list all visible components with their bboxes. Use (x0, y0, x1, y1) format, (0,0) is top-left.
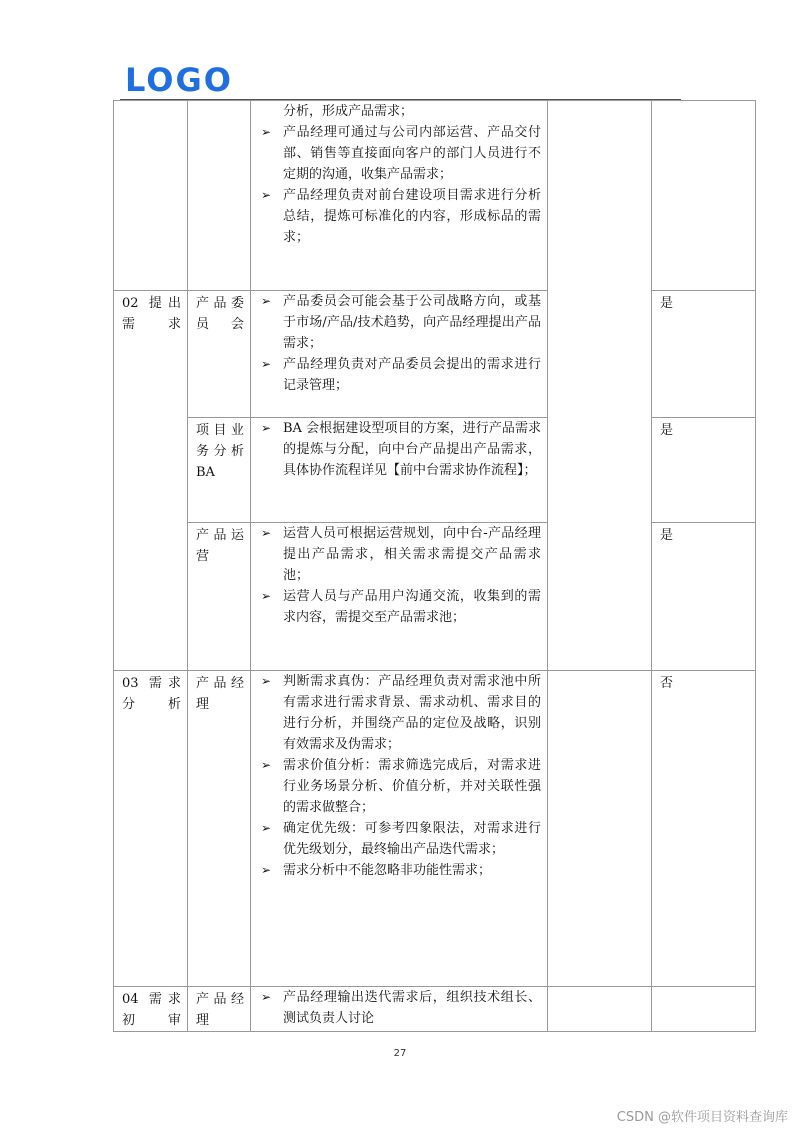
description-cell (251, 987, 548, 1032)
output-cell (548, 101, 652, 671)
flag-value: 是 (660, 528, 674, 543)
table-row (114, 671, 756, 987)
role-cell (188, 101, 251, 291)
process-table (113, 100, 756, 1032)
description-cell (251, 101, 548, 291)
arrow-bullet-icon: ➢ (261, 294, 272, 308)
step-label: 03 需求分析 (122, 676, 181, 712)
table-row (114, 987, 756, 1032)
flag-cell (652, 523, 756, 671)
role-cell (188, 418, 251, 523)
list-item: ➢ 确定优先级：可参考四象限法，对需求进行优先级划分，最终输出产品迭代需求； (251, 818, 541, 860)
flag-value: 是 (660, 423, 674, 438)
list-item: ➢ 产品委员会可能会基于公司战略方向，或基于市场/产品/技术趋势，向产品经理提出产品需求； (251, 291, 541, 354)
step-cell (114, 101, 188, 291)
table-row (114, 291, 756, 418)
arrow-bullet-icon: ➢ (261, 863, 272, 877)
role-label: 产品经理 (196, 676, 244, 712)
flag-cell (652, 671, 756, 987)
list-item: ➢ BA 会根据建设型项目的方案，进行产品需求的提炼与分配，向中台产品提出产品需求，具体协作流程详见【前中台需求协作流程】； (251, 418, 541, 481)
table-row (114, 418, 756, 523)
table-row (114, 523, 756, 671)
flag-value: 是 (660, 296, 674, 311)
role-label: 项目业务分析BA (196, 423, 244, 480)
list-item: ➢ 运营人员与产品用户沟通交流，收集到的需求内容，需提交至产品需求池； (251, 586, 541, 628)
arrow-bullet-icon: ➢ (261, 990, 272, 1004)
role-cell (188, 671, 251, 987)
role-cell (188, 987, 251, 1032)
page-number: 27 (393, 1048, 407, 1059)
role-label: 产品经理 (196, 992, 244, 1028)
watermark: CSDN @软件项目资料查询库 (616, 1110, 788, 1125)
list-item: ➢ 产品经理负责对产品委员会提出的需求进行记录管理； (251, 354, 541, 396)
flag-cell (652, 101, 756, 291)
step-label: 04 需求初审 (122, 992, 181, 1028)
step-cell (114, 291, 188, 671)
arrow-bullet-icon: ➢ (261, 421, 272, 435)
list-item: ➢ 运营人员可根据运营规划，向中台-产品经理提出产品需求，相关需求需提交产品需求池； (251, 523, 541, 586)
list-item: ➢ 需求价值分析：需求筛选完成后，对需求进行业务场景分析、价值分析，并对关联性强的需求做整合； (251, 755, 541, 818)
list-item: ➢ 产品经理负责对前台建设项目需求进行分析总结，提炼可标准化的内容，形成标品的需求； (251, 185, 541, 248)
description-cell (251, 523, 548, 671)
step-cell (114, 671, 188, 987)
output-cell (548, 987, 652, 1032)
arrow-bullet-icon: ➢ (261, 589, 272, 603)
arrow-bullet-icon: ➢ (261, 125, 272, 139)
logo: LOGO (125, 61, 233, 99)
list-item: ➢ 需求分析中不能忽略非功能性需求； (251, 860, 541, 881)
role-label: 产品委员会 (196, 296, 244, 332)
arrow-bullet-icon: ➢ (261, 357, 272, 371)
flag-cell (652, 987, 756, 1032)
flag-cell (652, 291, 756, 418)
list-item: ➢ 产品经理可通过与公司内部运营、产品交付部、销售等直接面向客户的部门人员进行不定期的沟通，收集产品需求； (251, 122, 541, 185)
arrow-bullet-icon: ➢ (261, 188, 272, 202)
list-item: ➢ 判断需求真伪：产品经理负责对需求池中所有需求进行需求背景、需求动机、需求目的进行分析，并围绕产品的定位及战略，识别有效需求及伪需求； (251, 671, 541, 755)
description-cell (251, 291, 548, 418)
step-label: 02 提出需求 (122, 296, 181, 332)
role-label: 产品运营 (196, 528, 244, 564)
description-cell (251, 671, 548, 987)
output-cell (548, 671, 652, 987)
table-row (114, 101, 756, 291)
role-cell (188, 291, 251, 418)
list-item: 分析，形成产品需求； (283, 104, 414, 119)
description-cell (251, 418, 548, 523)
arrow-bullet-icon: ➢ (261, 674, 272, 688)
arrow-bullet-icon: ➢ (261, 526, 272, 540)
role-cell (188, 523, 251, 671)
list-item: ➢ 产品经理输出迭代需求后，组织技术组长、测试负责人讨论 (251, 987, 541, 1029)
arrow-bullet-icon: ➢ (261, 821, 272, 835)
flag-value: 否 (660, 676, 674, 691)
flag-cell (652, 418, 756, 523)
arrow-bullet-icon: ➢ (261, 758, 272, 772)
step-cell (114, 987, 188, 1032)
